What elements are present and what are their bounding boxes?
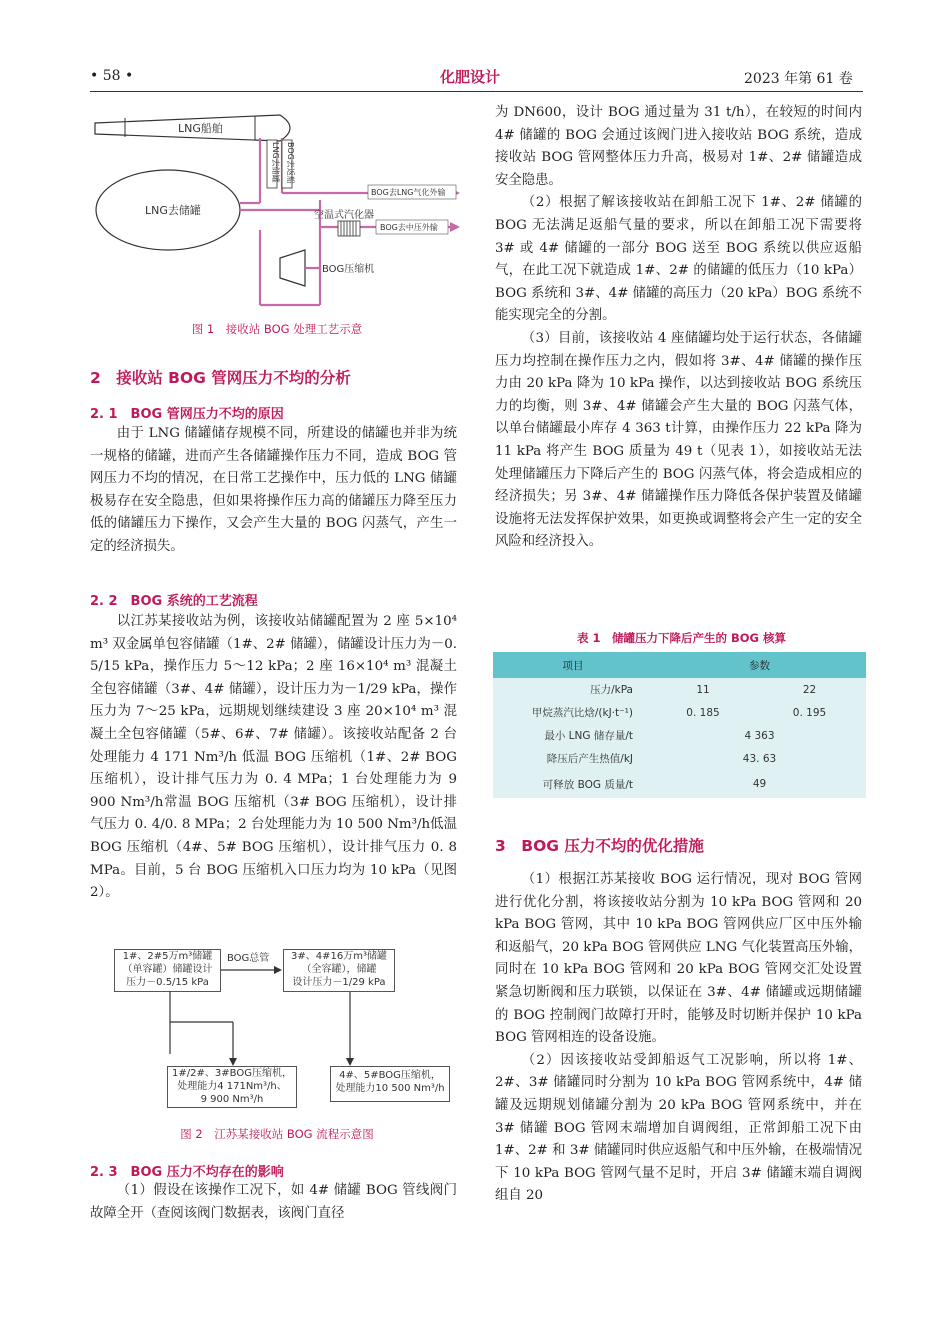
section-2-1-title: 2. 1 BOG 管网压力不均的原因 xyxy=(90,407,284,422)
section-2-2-body: 以江苏某接收站为例，该接收站储罐配置为 2 座 5×10⁴ m³ 双金属单包容储罐（1#、2# 储罐），储罐设计压力为－0. 5/15 kPa，操作压力 5～12 kPa；2 座 16×10⁴ m³ 混凝土全包容储罐（3#、4# 储罐），设计压力为－1/29 kPa，操作压力为 7～25 kPa，远期规划继续建设 3 座 20×10⁴ m³ 混凝土全包容储罐（5#、6#、7# 储罐）。该接收站配备 2 台处理能力 4 171 Nm³/h 低温 BOG 压缩机（1#、2# BOG 压缩机），设计排气压力为 0. 4 MPa；1 台处理能力为 9 900 Nm³/h常温 BOG 压缩机（3# BOG 压缩机），设计排气压力 0. 4/0. 8 MPa；2 台处理能力为 10 500 Nm³/h低温 BOG 压缩机（4#、5# BOG 压缩机），设计排气压力 0. 8 MPa。目前，5 台 BOG 压缩机入口压力均为 10 kPa（见图 2）。 xyxy=(90,614,457,901)
vaporizer-label: 空温式汽化器 xyxy=(314,210,374,221)
figure-1-diagram xyxy=(90,100,470,315)
header-rule xyxy=(90,91,863,92)
section-2-3-p1-cont: 为 DN600，设计 BOG 通过量为 31 t/h），在较短的时间内 4# 储罐的 BOG 会通过该阀门进入接收站 BOG 系统，造成接收站 BOG 管网整体压力升高，极易对 1#、2# 储罐造成安全隐患。 xyxy=(495,105,862,188)
journal-name: 化肥设计 xyxy=(440,68,501,86)
table-row: 降压后产生热值/kJ 43. 63 xyxy=(546,752,777,765)
section-3-title: 3 BOG 压力不均的优化措施 xyxy=(495,837,704,855)
section-2-title: 2 接收站 BOG 管网压力不均的分析 xyxy=(90,369,351,387)
section-3-p2: （2）因该接收站受卸船返气工况影响，所以将 1#、2#、3# 储罐同时分割为 10 kPa BOG 管网系统中，4# 储罐及远期规划储罐分割为 20 kPa BOG 管网系统中，并在 3# 储罐 BOG 管网末端增加自调阀组，正常卸船工况下由 1#、2# 和 3# 储罐同时供应返船气和中压外输，在极端情况下 10 kPa BOG 管网气量不足时，开启 3# 储罐末端自调阀组自 20 xyxy=(495,1052,862,1204)
section-2-3-p2: （2）根据了解该接收站在卸船工况下 1#、2# 储罐的 BOG 无法满足返船气量的要求，所以在卸船工况下需要将 3# 或 4# 储罐的一部分 BOG 送至 BOG 系统以供应返船气，在此工况下就造成 1#、2# 的储罐的低压力（10 kPa）BOG 系统和 3#、4# 储罐的高压力（20 kPa）BOG 系统不能实现完全的分割。 xyxy=(495,195,862,324)
fig2-box-tank-34: 3#、4#16万m³储罐 （全容罐），储罐 设计压力－1/29 kPa xyxy=(283,949,395,992)
section-2-1-body: 由于 LNG 储罐储存规模不同，所建设的储罐也并非为统一规格的储罐，进而产生各储罐操作压力不同，造成 BOG 管网压力不均的情况，在日常工艺操作中，压力低的 LNG 储罐极易存在安全隐患，但如果将操作压力高的储罐压力降至压力低的储罐压力下操作，又会产生大量的 BOG 闪蒸气，产生一定的经济损失。 xyxy=(90,426,457,554)
volume-info: 2023 年第 61 卷 xyxy=(744,71,853,87)
section-3-body xyxy=(495,869,862,1208)
table-1-caption: 表 1 储罐压力下降后产生的 BOG 核算 xyxy=(577,631,786,645)
table-row: 最小 LNG 储存量/t 4 363 xyxy=(544,729,775,742)
table-row: 压力/kPa 11 22 xyxy=(590,683,817,696)
table-1 xyxy=(493,652,866,798)
table-header-param: 参数 xyxy=(653,652,866,678)
fig2-box-tank-12: 1#、2#5万m³储罐 （单容罐）储罐设计 压力－0.5/15 kPa xyxy=(114,949,221,992)
out-label-mid: BOG去中压外输 xyxy=(380,223,438,232)
table-row: 可释放 BOG 质量/t 49 xyxy=(542,778,767,791)
compressor-label: BOG压缩机 xyxy=(322,264,375,275)
figure-2-caption: 图 2 江苏某接收站 BOG 流程示意图 xyxy=(180,1127,374,1141)
section-3-p1: （1）根据江苏某接收 BOG 运行情况，现对 BOG 管网进行优化分割，将该接收站分割为 10 kPa BOG 管网和 20 kPa BOG 管网，其中 10 kPa BOG 管网供应厂区中压外输和返船气，20 kPa BOG 管网供应 LNG 气化装置高压外输，同时在 10 kPa BOG 管网和 20 kPa BOG 管网交汇处设置紧急切断阀和压力联锁，以保证在 3#、4# 储罐或远期储罐的 BOG 控制阀门故障打开时，能够及时切断并保护 10 kPa BOG 管网相连的设备设施。 xyxy=(495,872,862,1046)
fig2-box-compressor-123: 1#/2#、3#BOG压缩机， 处理能力4 171Nm³/h、 9 900 Nm³/h xyxy=(167,1066,297,1108)
section-2-2-title: 2. 2 BOG 系统的工艺流程 xyxy=(90,594,258,609)
vertical-label-bog: BOG去返船 xyxy=(286,142,295,184)
table-header-item: 项目 xyxy=(493,652,653,678)
fig2-arrow-label: BOG总管 xyxy=(227,953,270,964)
section-2-3-p1-start: （1）假设在该操作工况下，如 4# 储罐 BOG 管线阀门故障全开（查阅该阀门数据表，该阀门直径 xyxy=(90,1183,457,1221)
fig2-box-compressor-45: 4#、5#BOG压缩机， 处理能力10 500 Nm³/h xyxy=(330,1066,450,1102)
section-2-3-title: 2. 3 BOG 压力不均存在的影响 xyxy=(90,1165,284,1180)
page-number: • 58 • xyxy=(90,68,134,84)
figure-1-caption: 图 1 接收站 BOG 处理工艺示意 xyxy=(191,322,363,336)
out-label-lng: BOG去LNG气化外输 xyxy=(371,188,446,197)
tank-label: LNG去储罐 xyxy=(145,204,201,217)
vaporizer-icon xyxy=(338,221,360,236)
right-column-top xyxy=(495,102,862,554)
compressor-icon xyxy=(280,250,305,286)
ship-label: LNG船舶 xyxy=(178,122,223,135)
section-2-3-p3: （3）目前，该接收站 4 座储罐均处于运行状态，各储罐压力均控制在操作压力之内，假如将 3#、4# 储罐的操作压力由 20 kPa 降为 10 kPa 操作，以达到接收站 BOG 系统压力的均衡，则 3#、4# 储罐会产生大量的 BOG 闪蒸气体，以单台储罐最小库存 4 363 t计算，由操作压力 22 kPa 降为 11 kPa 将产生 BOG 质量为 49 t（见表 1），如接收站无法处理储罐压力下降后产生的 BOG 闪蒸气体，将会造成相应的经济损失；另 3#、4# 储罐操作压力降低各保护装置及储罐设施将无法发挥保护效果，如更换或调整将会产生一定的安全风险和经济投入。 xyxy=(495,330,862,550)
vertical-label-lng: LNG去储罐 xyxy=(271,142,280,183)
table-row: 甲烷蒸汽比焓/(kJ·t⁻¹) 0. 185 0. 195 xyxy=(531,706,827,719)
